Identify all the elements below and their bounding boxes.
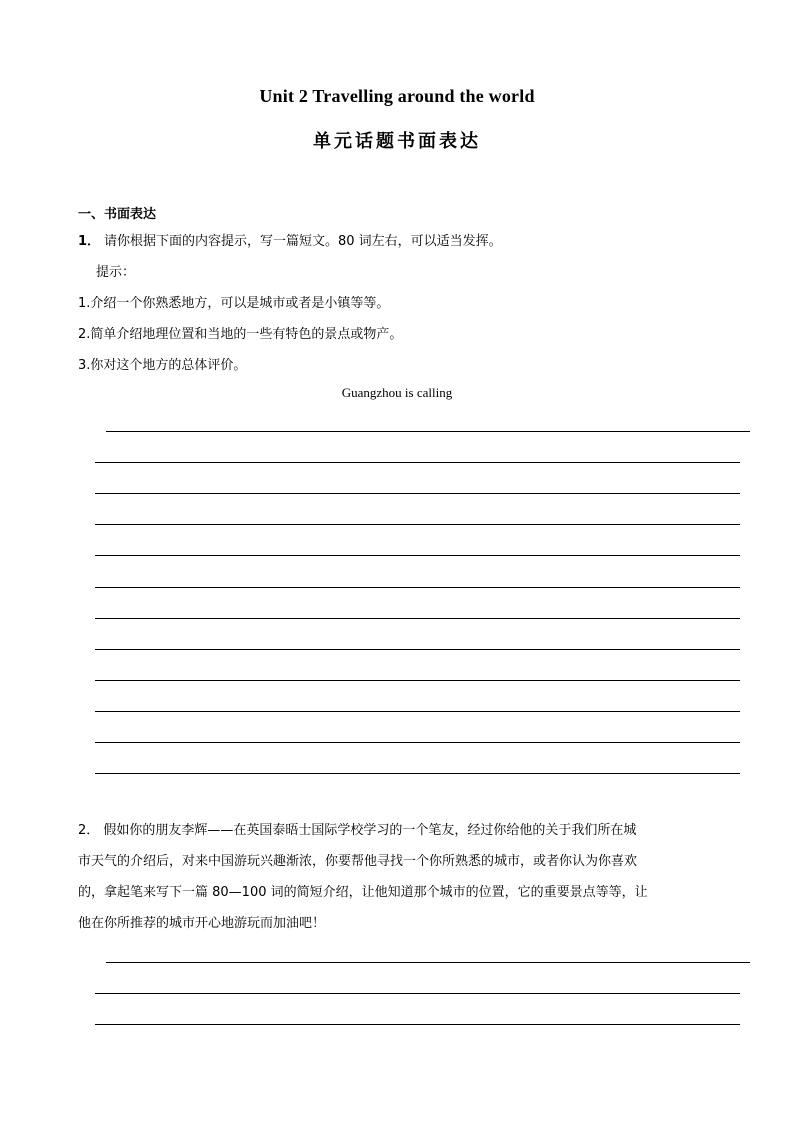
hint-label: 提示：	[96, 265, 136, 280]
page-title: Unit 2 Travelling around the world	[259, 86, 535, 106]
writing-line[interactable]	[95, 680, 740, 681]
writing-line[interactable]	[95, 742, 740, 743]
question-1-prompt	[78, 230, 502, 249]
hint-item: 3.你对这个地方的总体评价。	[78, 358, 247, 373]
hint-item: 1.介绍一个你熟悉地方，可以是城市或者是小镇等等。	[78, 296, 390, 311]
writing-line[interactable]	[95, 773, 740, 774]
writing-line[interactable]	[95, 524, 740, 525]
writing-line[interactable]	[106, 431, 750, 432]
page-subtitle: 单元话题书面表达	[313, 131, 481, 152]
writing-line[interactable]	[95, 493, 740, 494]
writing-line[interactable]	[95, 993, 740, 994]
writing-line[interactable]	[95, 618, 740, 619]
question-1-number: 1．	[78, 234, 101, 249]
question-2-line: 的，拿起笔来写下一篇 80—100 词的简短介绍，让他知道那个城市的位置，它的重要景点等等，让	[78, 885, 648, 900]
question-2-line: 2． 假如你的朋友李辉——在英国泰晤士国际学校学习的一个笔友，经过你给他的关于我们所在城	[78, 823, 637, 838]
writing-line[interactable]	[95, 587, 740, 588]
writing-line[interactable]	[95, 649, 740, 650]
essay-title: Guangzhou is calling	[341, 385, 453, 400]
writing-line[interactable]	[95, 462, 740, 463]
question-2-line: 他在你所推荐的城市开心地游玩而加油吧！	[78, 916, 326, 931]
writing-line[interactable]	[95, 711, 740, 712]
hint-item: 2.简单介绍地理位置和当地的一些有特色的景点或物产。	[78, 327, 403, 342]
question-2-line: 市天气的介绍后，对来中国游玩兴趣渐浓，你要帮他寻找一个你所熟悉的城市，或者你认为你喜欢	[78, 854, 638, 869]
question-1-text: 请你根据下面的内容提示，写一篇短文。80 词左右，可以适当发挥。	[104, 234, 502, 249]
writing-line[interactable]	[106, 962, 750, 963]
question-2-prompt	[78, 815, 718, 939]
writing-line[interactable]	[95, 1024, 740, 1025]
writing-line[interactable]	[95, 555, 740, 556]
section-heading: 一、书面表达	[78, 207, 157, 222]
